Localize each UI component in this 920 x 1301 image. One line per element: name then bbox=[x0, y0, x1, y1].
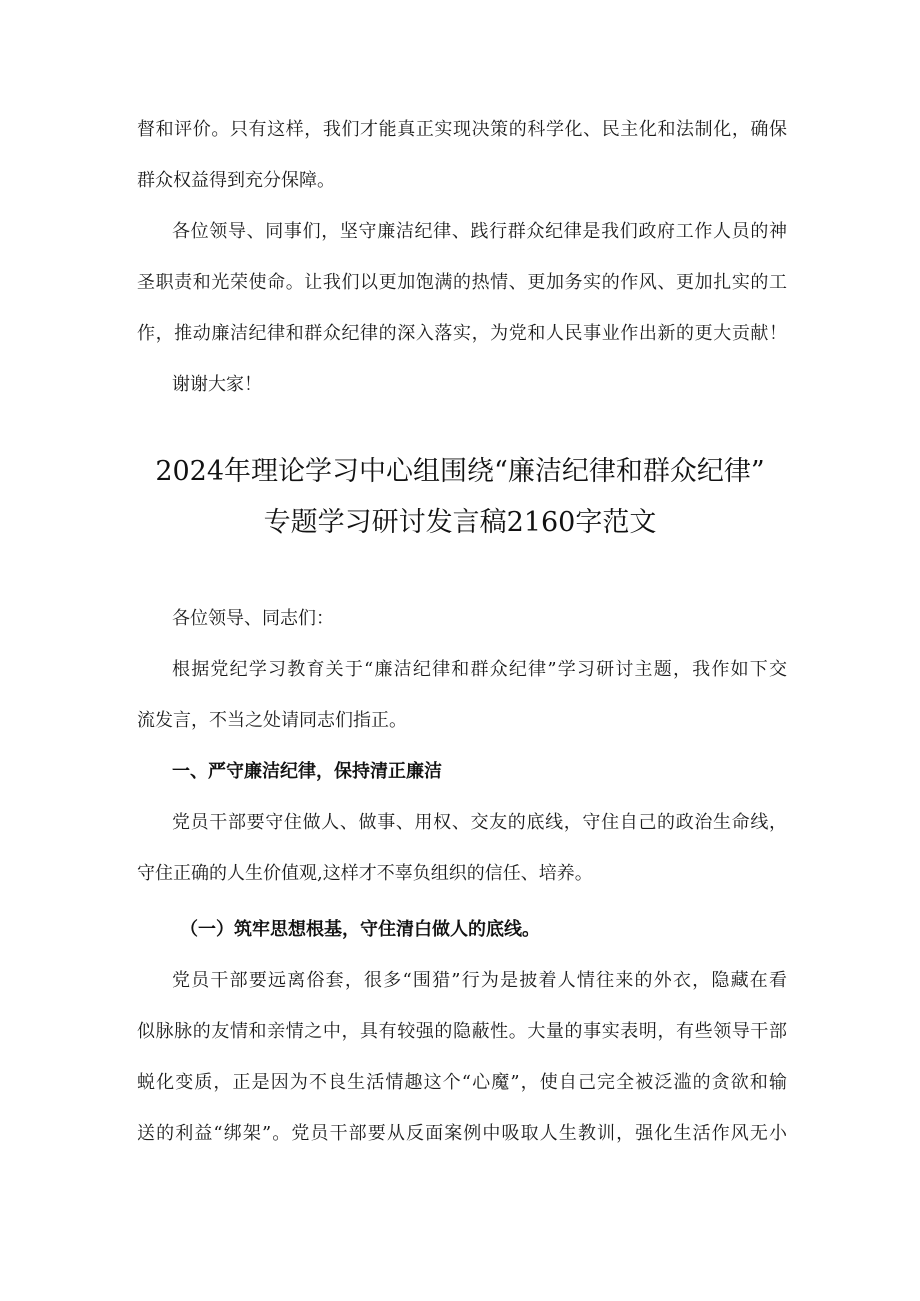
section-heading-1: 一、严守廉洁纪律，保持清正廉洁 bbox=[172, 761, 442, 782]
paragraph-line: 党员干部要远离俗套，很多“围猎”行为是披着人情往来的外衣，隐藏在看 bbox=[172, 970, 787, 991]
article-title-line-1: 2024年理论学习中心组围绕“廉洁纪律和群众纪律” bbox=[155, 456, 765, 487]
paragraph-line: 似脉脉的友情和亲情之中，具有较强的隐蔽性。大量的事实表明，有些领导干部 bbox=[137, 1021, 787, 1042]
paragraph-line: 群众权益得到充分保障。 bbox=[137, 170, 335, 191]
paragraph-line: 作，推动廉洁纪律和群众纪律的深入落实，为党和人民事业作出新的更大贡献！ bbox=[137, 323, 787, 344]
paragraph-line: 各位领导、同事们，坚守廉洁纪律、践行群众纪律是我们政府工作人员的神 bbox=[172, 221, 787, 242]
paragraph-line: 守住正确的人生价值观,这样才不辜负组织的信任、培养。 bbox=[137, 863, 593, 884]
subsection-heading-1: （一）筑牢思想根基，守住清白做人的底线。 bbox=[180, 919, 540, 940]
article-title-line-2: 专题学习研讨发言稿2160字范文 bbox=[263, 507, 657, 538]
intro-line: 流发言，不当之处请同志们指正。 bbox=[137, 710, 407, 731]
salutation: 各位领导、同志们： bbox=[172, 608, 334, 629]
paragraph-line: 督和评价。只有这样，我们才能真正实现决策的科学化、民主化和法制化，确保 bbox=[137, 119, 787, 140]
paragraph-line: 蜕化变质，正是因为不良生活情趣这个“心魔”，使自己完全被泛滥的贪欲和输 bbox=[137, 1072, 787, 1093]
intro-line: 根据党纪学习教育关于“廉洁纪律和群众纪律”学习研讨主题，我作如下交 bbox=[172, 659, 787, 680]
paragraph-line: 党员干部要守住做人、做事、用权、交友的底线，守住自己的政治生命线， bbox=[172, 812, 787, 833]
paragraph-line: 送的利益“绑架”。党员干部要从反面案例中吸取人生教训，强化生活作风无小 bbox=[137, 1123, 787, 1144]
paragraph-line: 圣职责和光荣使命。让我们以更加饱满的热情、更加务实的作风、更加扎实的工 bbox=[137, 272, 787, 293]
closing-thanks: 谢谢大家！ bbox=[172, 374, 262, 395]
